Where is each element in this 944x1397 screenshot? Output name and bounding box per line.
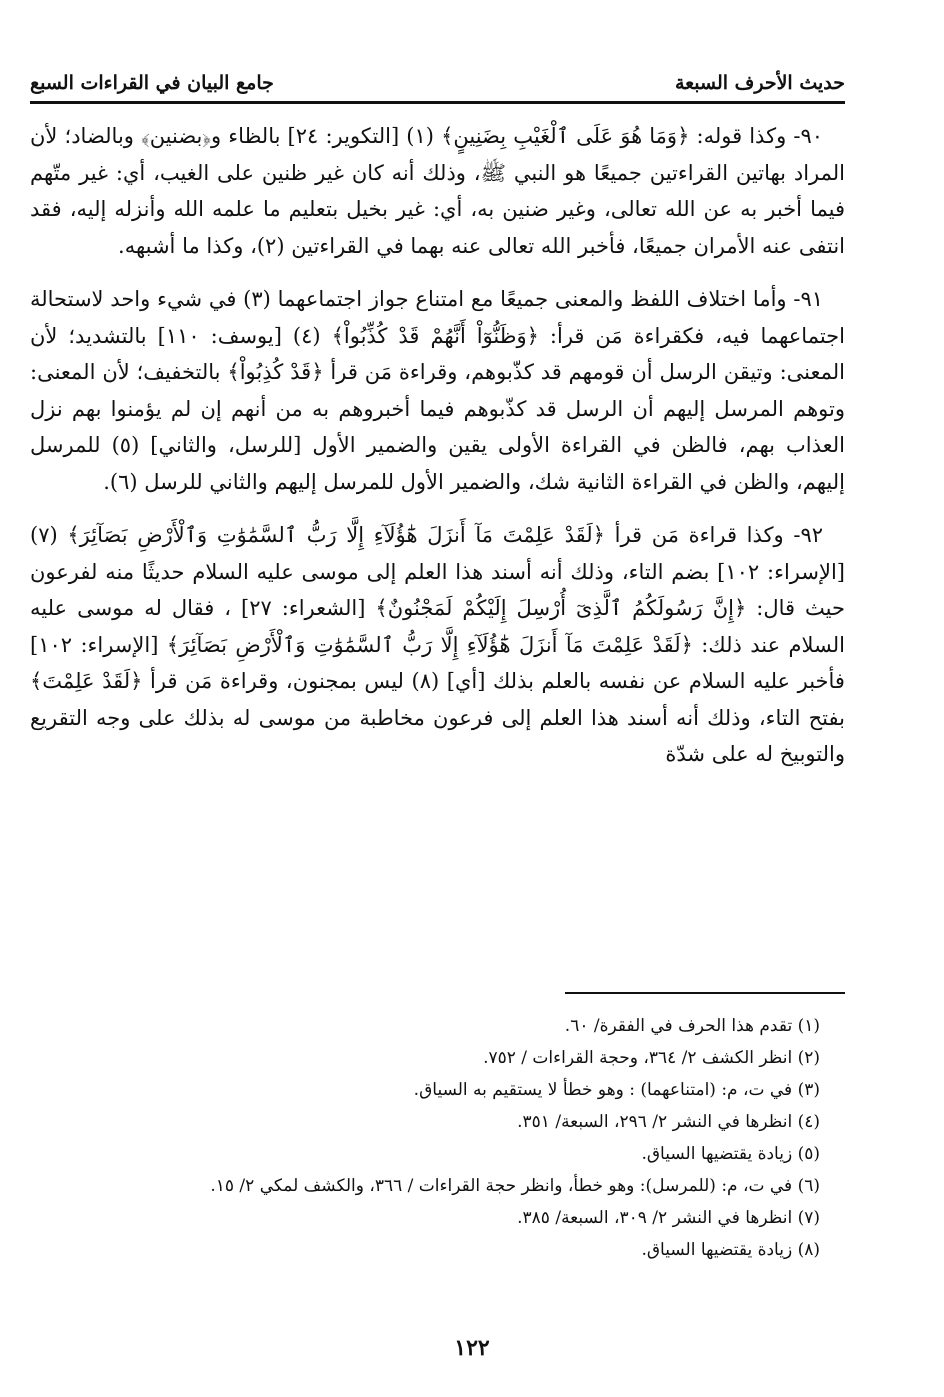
book-title: جامع البيان في القراءات السبع: [30, 72, 274, 94]
main-text: [30, 118, 845, 790]
footnote-1: (١) تقدم هذا الحرف في الفقرة/ ٦٠.: [564, 1016, 820, 1036]
paragraph-90: ٩٠- وكذا قوله: ﴿وَمَا هُوَ عَلَى ٱلْغَيْبِ بِضَنِينٍ﴾ (١) [التكوير: ٢٤] بالظاء و﴿بضنين﴾ وبالضاد؛ لأن المراد بهاتين القراءتين جميعًا هو النبي ﷺ، وذلك أنه كان غير ظنين على الغيب، أي: غير متّهم فيما أخبر به عن الله تعالى، وغير ضنين به، أي: غير بخيل بتعليم ما علمه الله وأنزله إليه، فقد انتفى عنه الأمران جميعًا، فأخبر الله تعالى عنه بهما في القراءتين (٢)، وكذا ما أشبهه.: [30, 124, 845, 258]
footnote-rule: [565, 992, 845, 994]
footnotes: [30, 1010, 820, 1266]
paragraph-92: ٩٢- وكذا قراءة مَن قرأ ﴿لَقَدْ عَلِمْتَ مَآ أَنزَلَ هَٰٓؤُلَآءِ إِلَّا رَبُّ ٱلسَّمَٰوَٰتِ وَٱلْأَرْضِ بَصَآئِرَ﴾ (٧) [الإسراء: ١٠٢] بضم التاء، وذلك أنه أسند هذا العلم إلى موسى عليه السلام حديثًا منه لفرعون حيث قال: ﴿إِنَّ رَسُولَكُمُ ٱلَّذِىٓ أُرْسِلَ إِلَيْكُمْ لَمَجْنُونٌ﴾ [الشعراء: ٢٧] ، فقال له موسى عليه السلام عند ذلك: ﴿لَقَدْ عَلِمْتَ مَآ أَنزَلَ هَٰٓؤُلَآءِ إِلَّا رَبُّ ٱلسَّمَٰوَٰتِ وَٱلْأَرْضِ بَصَآئِرَ﴾ [الإسراء: ١٠٢] فأخبر عليه السلام عن نفسه بالعلم بذلك [أي] (٨) ليس بمجنون، وقراءة مَن قرأ ﴿لَقَدْ عَلِمْتَ﴾ بفتح التاء، وذلك أنه أسند هذا العلم إلى فرعون مخاطبة من موسى له بذلك على وجه التقريع والتوبيخ له على شدّة: [30, 523, 845, 766]
footnote-3: (٣) في ت، م: (امتناعهما) : وهو خطأ لا يستقيم به السياق.: [413, 1080, 820, 1100]
footnote-7: (٧) انظرها في النشر ٢/ ٣٠٩، السبعة/ ٣٨٥.: [517, 1208, 820, 1228]
footnote-5: (٥) زيادة يقتضيها السياق.: [641, 1144, 820, 1164]
header-rule: [30, 101, 845, 104]
footnote-4: (٤) انظرها في النشر ٢/ ٢٩٦، السبعة/ ٣٥١.: [517, 1112, 820, 1132]
footnote-6: (٦) في ت، م: (للمرسل): وهو خطأ، وانظر حجة القراءات / ٣٦٦، والكشف لمكي ٢/ ١٥.: [210, 1176, 820, 1196]
paragraph-91: ٩١- وأما اختلاف اللفظ والمعنى جميعًا مع امتناع جواز اجتماعهما (٣) في شيء واحد لاستحالة اجتماعهما فيه، فكقراءة مَن قرأ: ﴿وَظَنُّوٓاْ أَنَّهُمْ قَدْ كُذِّبُواْ﴾ (٤) [يوسف: ١١٠] بالتشديد؛ لأن المعنى: وتيقن الرسل أن قومهم قد كذّبوهم، وقراءة مَن قرأ ﴿قَدْ كُذِبُواْ﴾ بالتخفيف؛ لأن المعنى: وتوهم المرسل إليهم أن الرسل قد كذّبوهم فيما أخبروهم به من أنهم إن لم يؤمنوا بهم نزل العذاب بهم، فالظن في القراءة الأولى يقين والضمير الأول [للرسل، والثاني] (٥) للمرسل إليهم، والظن في القراءة الثانية شك، والضمير الأول للمرسل إليهم والثاني للرسل (٦).: [30, 287, 845, 494]
page-number: ١٢٢: [454, 1335, 490, 1361]
page-header: [30, 60, 845, 100]
chapter-title: حديث الأحرف السبعة: [674, 72, 845, 94]
footnote-8: (٨) زيادة يقتضيها السياق.: [641, 1240, 820, 1260]
footnote-2: (٢) انظر الكشف ٢/ ٣٦٤، وحجة القراءات / ٧٥٢.: [483, 1048, 820, 1068]
